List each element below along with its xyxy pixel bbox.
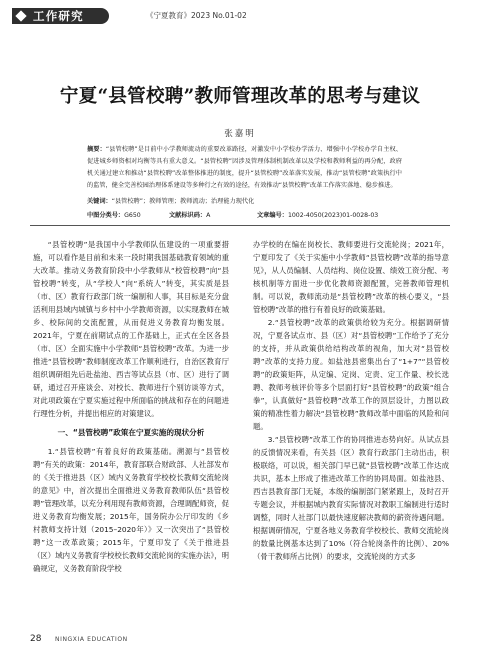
- divider: [30, 225, 450, 226]
- footer-journal-name: NINGXIA EDUCATION: [55, 636, 128, 643]
- abstract-text: “县管校聘”是目前中小学教师流动的重要改革路径，对激发中小学校办学活力、增强中小学校办学自主权、促进城乡师资相对均衡等具有重大意义。“县管校聘”因涉及管理体制机制改革以及学校和教师利益的再分配，政府机关通过建立和推动“县管校聘”改革整体推进的制度，提升“县管校聘”改革落实发展，推动“县管校聘”政策执行中的监管，健全完善校园治理体系建设等多种行之有效的途径，有效推动“县管校聘”改革工作落实落地、稳步推进。: [87, 146, 402, 189]
- section-label: 工作研究: [33, 9, 84, 23]
- clc-label: 中图分类号：: [87, 212, 125, 219]
- paragraph: 办学校的在编在岗校长、教师要进行交流轮岗；2021年，宁夏印发了《关于实施中小学教师“县管校聘”改革的指导意见》，从人员编制、人员结构、岗位设置、绩效工资分配、考核机制等方面进一步优化教师资源配置，完善教师管理机制。可以说，教师流动是“县管校聘”改革的核心要义，“县管校聘”改革的推行有着良好的政策基础。: [253, 240, 449, 314]
- paragraph: 2.“县管校聘”改革的政策供给较为充分。根据调研情况，宁夏各试点市、县（区）对“县管校聘”工作给予了充分的支持，并从政策供给结构改革的视角，加大对“县管校聘”改革的支持力度。如盐池县密集出台了“1+7”“县管校聘”的政策矩阵，从定编、定岗、定责、定工作量、校长选聘、教师考核评价等多个层面打好“县管校聘”的政策“组合拳”，认真做好“县管校聘”改革工作的顶层设计，力图以政策的精准性着力解决“县管校聘”教师改革中面临的风险和问题。: [253, 318, 449, 431]
- article-label: 文章编号：: [257, 212, 288, 219]
- body-column-right: [253, 238, 449, 622]
- doc-code: [169, 210, 210, 219]
- clc-number: [87, 210, 141, 219]
- keywords: [87, 196, 402, 205]
- abstract-label: 摘要：: [87, 146, 106, 153]
- keywords-text: “县管校聘”；教师管理；教师流动；治理能力现代化: [111, 198, 255, 205]
- page-header: [0, 0, 480, 28]
- diamond-icon: [15, 10, 26, 21]
- paragraph: 3.“县管校聘”改革工作的协同推进态势向好。从试点县的反馈情况来看，有关县（区）教育行政部门主动出击，积极联络，可以说，相关部门早已就“县管校聘”改革工作达成共识，基本上形成了推进改革工作的协同局面。如盐池县、西吉县教育部门无疑，本级的编制部门紧紧跟上，及时召开专题会议，并根据城内教育实际情况对教职工编制进行适时调整，同时人社部门以最快速度解决教师的薪资待遇问题。根据调研情况，宁夏各地义务教育学校校长、教师交流轮岗的数量比例基本达到了10%（符合轮岗条件的比例）、20%（骨干教师所占比例）的要求，交流轮岗的方式多: [253, 435, 449, 561]
- page-footer: [0, 630, 480, 650]
- abstract: [87, 144, 402, 192]
- article-title: 宁夏“县管校聘”教师管理改革的思考与建议: [59, 86, 421, 107]
- article-number: [257, 210, 378, 219]
- journal-info: 《宁夏教育》2023 No.01-02: [146, 11, 247, 20]
- paragraph: 1.“县管校聘”有着良好的政策基础。溯源与“县管校聘”有关的政策：2014年，教育部联合财政部、人社部发布的《关于推进县（区）域内义务教育学校校长教师交流轮岗的意见》中，首次提出全面推进义务教育教师队伍“县管校聘”管理改革，以充分利用现有教师资源，合理调配师资，促进义务教育均衡发展；2015年，国务院办公厅印发的《乡村教师支持计划（2015–2020年）》又一次突出了“县管校聘”这一改革政策；2015年，宁夏印发了《关于推进县（区）域内义务教育学校校长教师交流轮岗的实施办法》，明确规定，义务教育阶段学校: [33, 447, 229, 573]
- clc-value: G650: [124, 212, 141, 219]
- body-column-left: [33, 238, 229, 622]
- doc-value: A: [206, 212, 211, 219]
- paragraph: “县管校聘”是我国中小学教师队伍建设的一项重要措施，可以看作是目前和未来一段时期我国基础教育领域的重大改革。推动义务教育阶段中小学教师从“校管校聘”向“县管校聘”转变，从“学校人”向“系统人”转变，其实质是县（市、区）教育行政部门统一编制和人事，其目标是充分盘活利用县域内城镇与乡村中小学教师资源，以实现教师在城乡、校际间的交流配置，从而促进义务教育均衡发展。2021年，宁夏在前期试点的工作基础上，正式在全区各县（市、区）全面实施中小学教师“县管校聘”改革。为进一步推进“县管校聘”教师制度改革工作顺利进行，自治区教育厅组织调研组先后赴盐池、西吉等试点县（市、区）进行了调研，通过召开座谈会、对校长、教师进行个别访谈等方式，对此项政策在宁夏实施过程中所面临的挑战和存在的问题进行理性分析，并提出相应的对策建议。: [33, 240, 229, 418]
- section-heading: 一、“县管校聘”政策在宁夏实施的现状分析: [57, 428, 205, 437]
- author-name: 张嘉明: [224, 129, 256, 139]
- keywords-label: 关键词：: [87, 198, 112, 205]
- page-number: 28: [30, 634, 42, 644]
- section-tab: [12, 8, 109, 24]
- doc-label: 文献标识码：: [169, 212, 207, 219]
- article-value: 1002-4050(2023)01-0028-03: [287, 212, 379, 219]
